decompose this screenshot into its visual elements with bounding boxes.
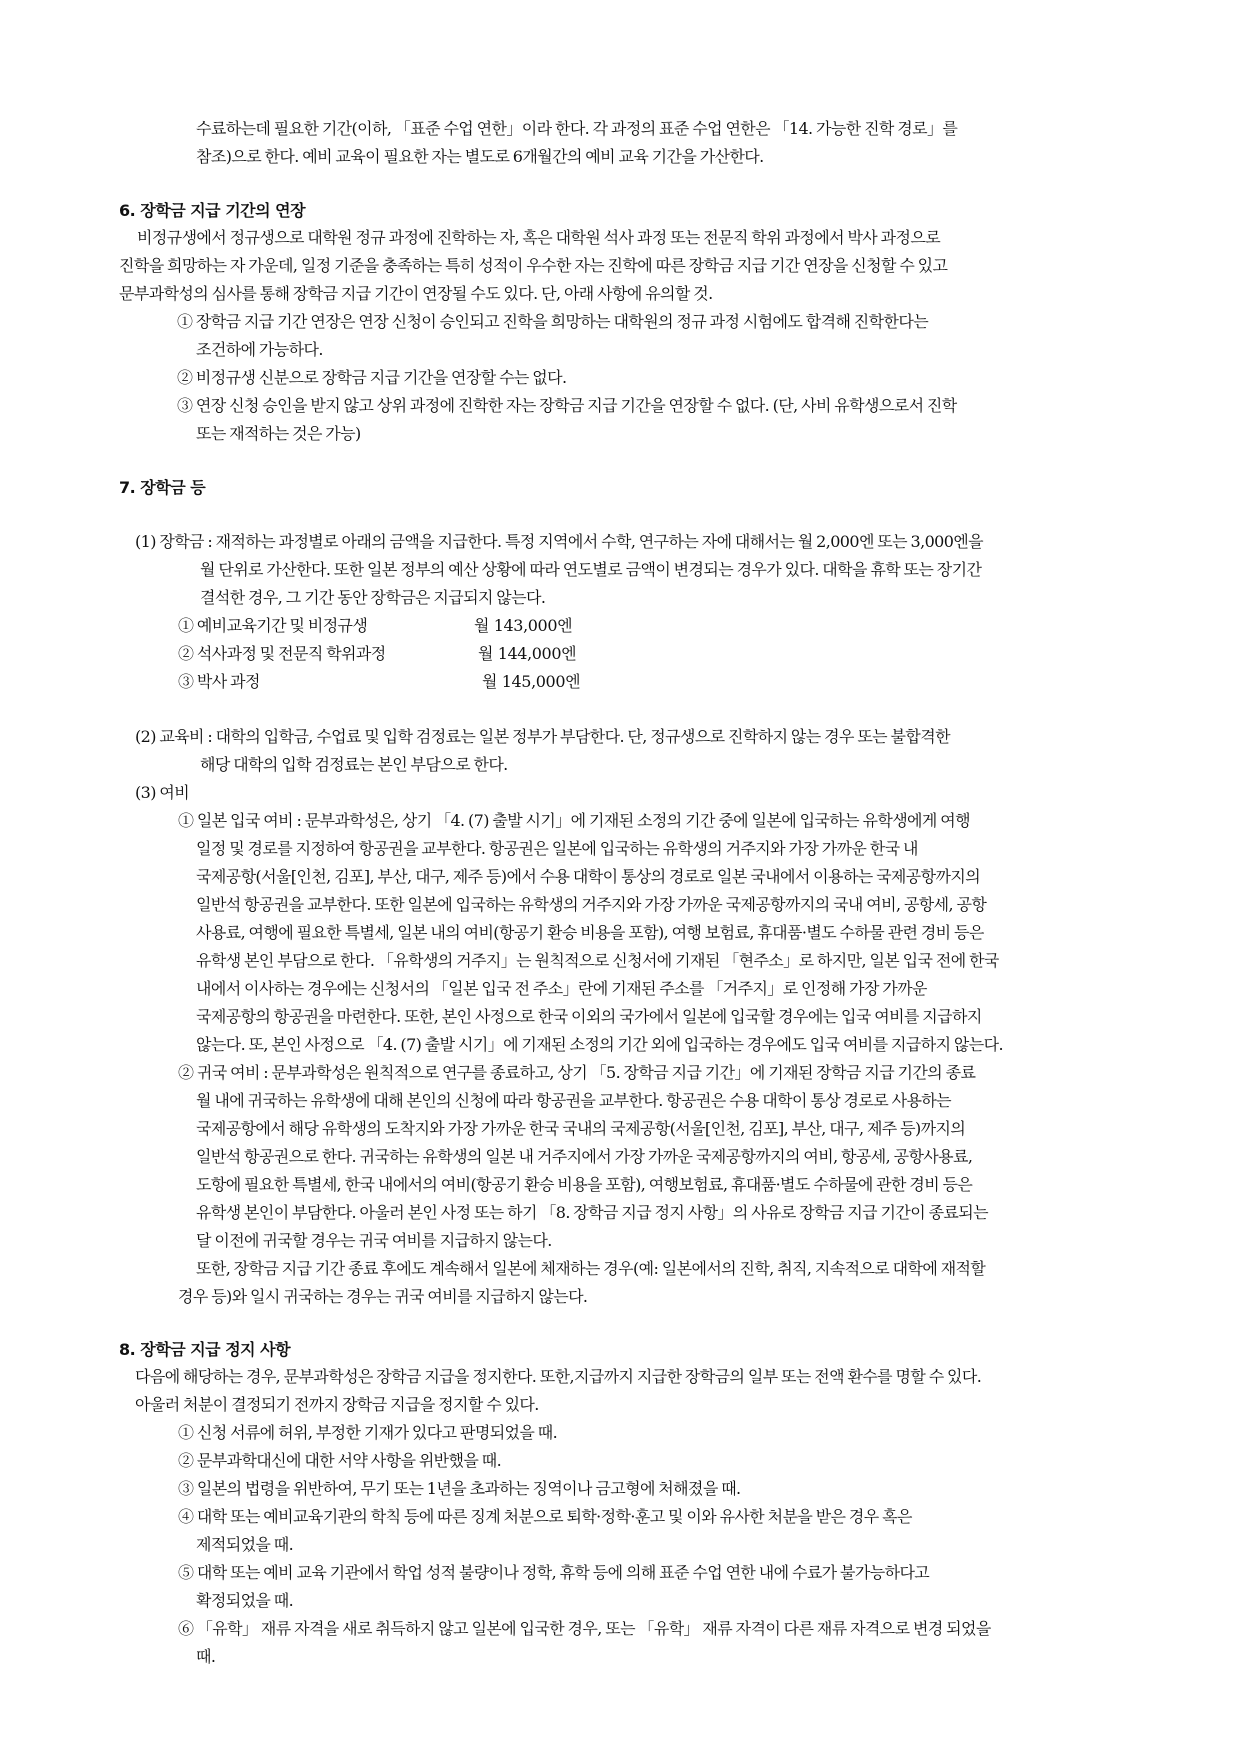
intro-line-2: 참조)으로 한다. 예비 교육이 필요한 자는 별도로 6개월간의 예비 교육 기간을 가산한다. bbox=[196, 147, 764, 166]
scholarship-para-line: (1) 장학금 : 재적하는 과정별로 아래의 금액을 지급한다. 특정 지역에서 수학, 연구하는 자에 대해서는 월 2,000엔 또는 3,000엔을 bbox=[135, 532, 984, 551]
intro-line-1: 수료하는데 필요한 기간(이하, 「표준 수업 연한」이라 한다. 각 과정의 표준 수업 연한은 「14. 가능한 진학 경로」를 bbox=[196, 119, 958, 138]
travel-heading: (3) 여비 bbox=[135, 783, 190, 802]
amount-label: ② 석사과정 및 전문직 학위과정 bbox=[178, 644, 386, 663]
scholarship-para-line: 결석한 경우, 그 기간 동안 장학금은 지급되지 않는다. bbox=[200, 588, 546, 607]
section-6-para-line: 비정규생에서 정규생으로 대학원 정규 과정에 진학하는 자, 혹은 대학원 석사 과정 또는 전문직 학위 과정에서 박사 과정으로 bbox=[137, 228, 941, 247]
entry-travel-line: 사용료, 여행에 필요한 특별세, 일본 내의 여비(항공기 환승 비용을 포함), 여행 보험료, 휴대품·별도 수하물 관련 경비 등은 bbox=[196, 923, 984, 942]
return-travel-line: 유학생 본인이 부담한다. 아울러 본인 사정 또는 하기 「8. 장학금 지급 정지 사항」의 사유로 장학금 지급 기간이 종료되는 bbox=[196, 1203, 988, 1222]
section-6-para-line: 진학을 희망하는 자 가운데, 일정 기준을 충족하는 특히 성적이 우수한 자는 진학에 따른 장학금 지급 기간 연장을 신청할 수 있고 bbox=[119, 256, 948, 275]
amount-label: ③ 박사 과정 bbox=[178, 672, 260, 691]
amount-label: ① 예비교육기간 및 비정규생 bbox=[178, 616, 368, 635]
entry-travel-line: 일반석 항공권을 교부한다. 또한 일본에 입국하는 유학생의 거주지와 가장 가까운 국제공항까지의 국내 여비, 공항세, 공항 bbox=[196, 895, 987, 914]
section-6-heading: 6. 장학금 지급 기간의 연장 bbox=[119, 201, 306, 220]
travel-note-line: 경우 등)와 일시 귀국하는 경우는 귀국 여비를 지급하지 않는다. bbox=[178, 1287, 588, 1306]
amount-value: 월 145,000엔 bbox=[482, 672, 581, 691]
suspension-item: 제적되었을 때. bbox=[196, 1535, 294, 1554]
entry-travel-line: 일정 및 경로를 지정하여 항공권을 교부한다. 항공권은 일본에 입국하는 유학생의 거주지와 가장 가까운 한국 내 bbox=[196, 839, 918, 858]
return-travel-line: ② 귀국 여비 : 문부과학성은 원칙적으로 연구를 종료하고, 상기 「5. 장학금 지급 기간」에 기재된 장학금 지급 기간의 종료 bbox=[178, 1063, 976, 1082]
section-8-heading: 8. 장학금 지급 정지 사항 bbox=[119, 1340, 291, 1359]
suspension-item: ⑤ 대학 또는 예비 교육 기관에서 학업 성적 불량이나 정학, 휴학 등에 의해 표준 수업 연한 내에 수료가 불가능하다고 bbox=[178, 1563, 930, 1582]
suspension-item: ⑥ 「유학」 재류 자격을 새로 취득하지 않고 일본에 입국한 경우, 또는 「유학」 재류 자격이 다른 재류 자격으로 변경 되었을 bbox=[178, 1619, 991, 1638]
return-travel-line: 달 이전에 귀국할 경우는 귀국 여비를 지급하지 않는다. bbox=[196, 1231, 552, 1250]
suspension-item: 확정되었을 때. bbox=[196, 1591, 294, 1610]
suspension-item: ② 문부과학대신에 대한 서약 사항을 위반했을 때. bbox=[178, 1451, 502, 1470]
entry-travel-line: 않는다. 또, 본인 사정으로 「4. (7) 출발 시기」에 기재된 소정의 기간 외에 입국하는 경우에도 입국 여비를 지급하지 않는다. bbox=[196, 1035, 1003, 1054]
section-6-item: ③ 연장 신청 승인을 받지 않고 상위 과정에 진학한 자는 장학금 지급 기간을 연장할 수 없다. (단, 사비 유학생으로서 진학 bbox=[177, 396, 957, 415]
entry-travel-line: 국제공항(서울[인천, 김포], 부산, 대구, 제주 등)에서 수용 대학이 통상의 경로로 일본 국내에서 이용하는 국제공항까지의 bbox=[196, 867, 981, 886]
suspension-item: ④ 대학 또는 예비교육기관의 학칙 등에 따른 징계 처분으로 퇴학·정학·훈고 및 이와 유사한 처분을 받은 경우 혹은 bbox=[178, 1507, 912, 1526]
return-travel-line: 도항에 필요한 특별세, 한국 내에서의 여비(항공기 환승 비용을 포함), 여행보험료, 휴대품·별도 수하물에 관한 경비 등은 bbox=[196, 1175, 973, 1194]
section-6-item: ① 장학금 지급 기간 연장은 연장 신청이 승인되고 진학을 희망하는 대학원의 정규 과정 시험에도 합격해 진학한다는 bbox=[177, 312, 929, 331]
amount-value: 월 143,000엔 bbox=[474, 616, 573, 635]
return-travel-line: 국제공항에서 해당 유학생의 도착지와 가장 가까운 한국 국내의 국제공항(서울[인천, 김포], 부산, 대구, 제주 등)까지의 bbox=[196, 1119, 966, 1138]
travel-note-line: 또한, 장학금 지급 기간 종료 후에도 계속해서 일본에 체재하는 경우(예: 일본에서의 진학, 취직, 지속적으로 대학에 재적할 bbox=[196, 1259, 986, 1278]
education-cost-line: 해당 대학의 입학 검정료는 본인 부담으로 한다. bbox=[200, 755, 508, 774]
section-6-para-line: 문부과학성의 심사를 통해 장학금 지급 기간이 연장될 수도 있다. 단, 아래 사항에 유의할 것. bbox=[119, 284, 713, 303]
entry-travel-line: 유학생 본인 부담으로 한다. 「유학생의 거주지」는 원칙적으로 신청서에 기재된 「현주소」로 하지만, 일본 입국 전에 한국 bbox=[196, 951, 999, 970]
section-8-para-line: 다음에 해당하는 경우, 문부과학성은 장학금 지급을 정지한다. 또한,지급까지 지급한 장학금의 일부 또는 전액 환수를 명할 수 있다. bbox=[135, 1367, 982, 1386]
suspension-item: ① 신청 서류에 허위, 부정한 기재가 있다고 판명되었을 때. bbox=[178, 1423, 558, 1442]
entry-travel-line: 국제공항의 항공권을 마련한다. 또한, 본인 사정으로 한국 이외의 국가에서 일본에 입국할 경우에는 입국 여비를 지급하지 bbox=[196, 1007, 982, 1026]
suspension-item: ③ 일본의 법령을 위반하여, 무기 또는 1년을 초과하는 징역이나 금고형에 처해졌을 때. bbox=[178, 1479, 741, 1498]
section-6-item: ② 비정규생 신분으로 장학금 지급 기간을 연장할 수는 없다. bbox=[177, 368, 567, 387]
section-7-heading: 7. 장학금 등 bbox=[119, 478, 206, 497]
return-travel-line: 월 내에 귀국하는 유학생에 대해 본인의 신청에 따라 항공권을 교부한다. 항공권은 수용 대학이 통상 경로로 사용하는 bbox=[196, 1091, 952, 1110]
entry-travel-line: ① 일본 입국 여비 : 문부과학성은, 상기 「4. (7) 출발 시기」에 기재된 소정의 기간 중에 일본에 입국하는 유학생에게 여행 bbox=[178, 811, 970, 830]
section-6-item: 또는 재적하는 것은 가능) bbox=[196, 424, 361, 443]
suspension-item: 때. bbox=[196, 1647, 216, 1666]
education-cost-line: (2) 교육비 : 대학의 입학금, 수업료 및 입학 검정료는 일본 정부가 부담한다. 단, 정규생으로 진학하지 않는 경우 또는 불합격한 bbox=[135, 727, 950, 746]
amount-value: 월 144,000엔 bbox=[478, 644, 577, 663]
scholarship-para-line: 월 단위로 가산한다. 또한 일본 정부의 예산 상황에 따라 연도별로 금액이 변경되는 경우가 있다. 대학을 휴학 또는 장기간 bbox=[200, 560, 982, 579]
section-8-para-line: 아울러 처분이 결정되기 전까지 장학금 지급을 정지할 수 있다. bbox=[135, 1395, 539, 1414]
section-6-item: 조건하에 가능하다. bbox=[196, 340, 323, 359]
entry-travel-line: 내에서 이사하는 경우에는 신청서의 「일본 입국 전 주소」란에 기재된 주소를 「거주지」로 인정해 가장 가까운 bbox=[196, 979, 927, 998]
return-travel-line: 일반석 항공권으로 한다. 귀국하는 유학생의 일본 내 거주지에서 가장 가까운 국제공항까지의 여비, 항공세, 공항사용료, bbox=[196, 1147, 973, 1166]
